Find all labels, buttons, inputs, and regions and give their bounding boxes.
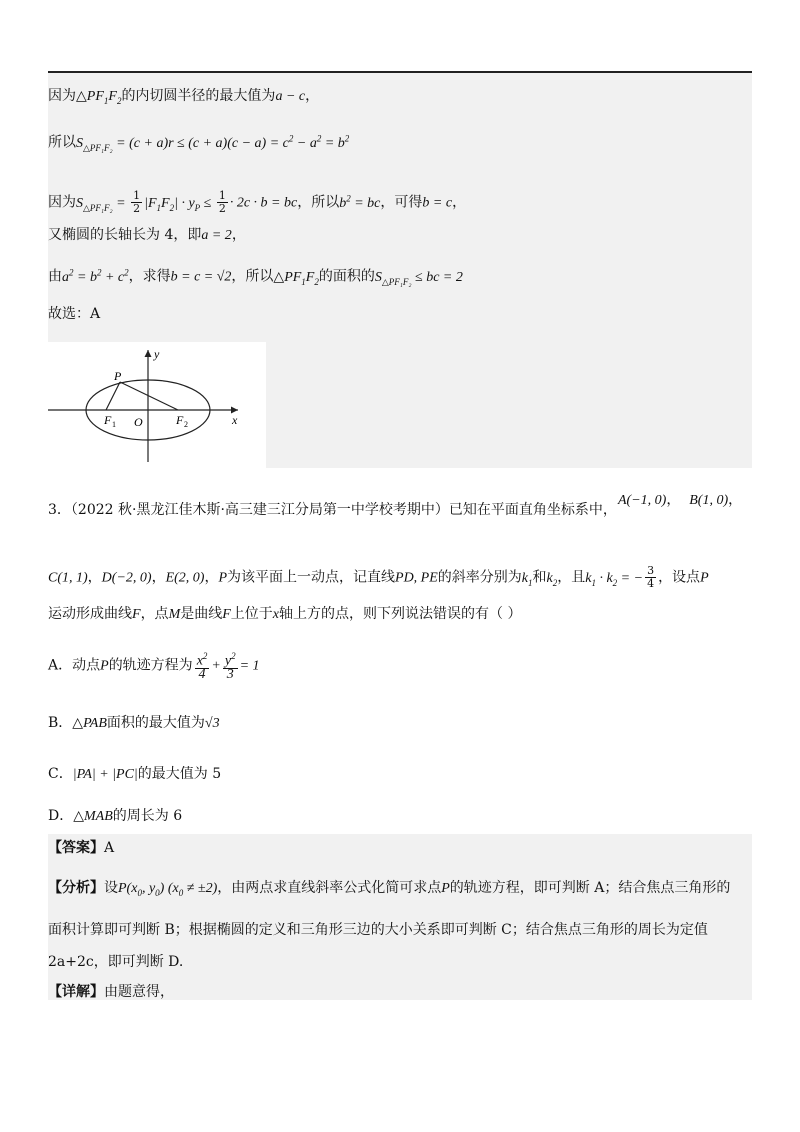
analysis-line-1: 【分析】设$P(x_0$, $y_0$) $(x_0 \ne \pm 2)$，由两点求直线斜率公式化简可求点P的轨迹方程，即可判断 A；结合焦点三角形的	[48, 880, 731, 898]
question-line-1: 3．（2022 秋·黑龙江佳木斯·高三建三江分局第一中学校考期中）已知在平面直角坐标系中，	[48, 502, 617, 518]
ellipse-diagram	[48, 342, 266, 468]
label-y: y	[154, 347, 160, 361]
label-o: O	[134, 415, 143, 429]
answer-line	[48, 838, 114, 858]
solution-line-2: 所以$S_{\triangle PF_1F_2} = (c + a)r \le (c + a)(c - a) = c^2 - a^2 = b^2$	[48, 133, 350, 153]
question-line-2: C(1, 1)，D(−2, 0)，E(2, 0)，P为该平面上一动点，记直线PD, PE的斜率分别为$k_1$和$k_2$，且$k_1 \cdot k_2$ = − $\frac{3}{4}$ ，设点P	[48, 564, 709, 590]
option-c: C．|PA| + |PC|的最大值为 5	[48, 766, 222, 782]
segment-pf2	[120, 382, 178, 410]
label-f2: F	[176, 413, 184, 427]
detail-label: 【详解】	[48, 984, 104, 1000]
choice-line: 故选：A	[48, 306, 101, 322]
label-p: P	[114, 369, 122, 383]
label-f1: F	[104, 413, 112, 427]
shade-right	[266, 342, 752, 468]
answer-value: A	[104, 840, 115, 856]
solution-line-5: 由$a^2 = b^2 + c^2$，求得b = c = √2，所以$\triangle PF_1F_2$的面积的$S_{\triangle PF_1F_2}$ ≤ bc = 2	[48, 267, 463, 287]
question-points-ab: A(−1, 0)， B(1, 0)，	[618, 492, 743, 508]
option-a: A．动点P的轨迹方程为 $\frac{x^2}{4}$ + $\frac{y^2}{3}$ = 1	[48, 651, 260, 682]
solution-line-1: 因为$\triangle PF_1F_2$的内切圆半径的最大值为a − c，	[48, 88, 320, 106]
analysis-label: 【分析】	[48, 880, 104, 896]
label-x: x	[232, 413, 238, 427]
question-line-3: 运动形成曲线F，点M是曲线F上位于x轴上方的点，则下列说法错误的有（ ）	[48, 606, 522, 622]
shade-answer	[48, 834, 752, 1000]
answer-label: 【答案】	[48, 840, 104, 856]
segment-pf1	[106, 382, 120, 410]
solution-line-4: 又椭圆的长轴长为 4，即a = 2，	[48, 227, 246, 243]
analysis-line-3: 2a+2c，即可判断 D.	[48, 954, 184, 970]
label-f2-sub: 2	[184, 420, 188, 429]
option-b: B．△PAB面积的最大值为√3	[48, 715, 220, 731]
label-f1-sub: 1	[112, 420, 116, 429]
ellipse-figure	[48, 342, 266, 468]
analysis-line-2: 面积计算即可判断 B；根据椭圆的定义和三角形三边的大小关系即可判断 C；结合焦点三角形的周长为定值	[48, 922, 708, 938]
solution-line-3: 因为$S_{\triangle PF_1F_2}$ = $\frac{1}{2}$ $|F_1F_2| \cdot y_P$ ≤ $\frac{1}{2}$ · 2c · b = bc，所以$b^2$ = bc，可得b = c，	[48, 189, 467, 216]
option-d: D．△MAB的周长为 6	[48, 808, 183, 824]
detail-line: 【详解】由题意得，	[48, 984, 174, 1000]
